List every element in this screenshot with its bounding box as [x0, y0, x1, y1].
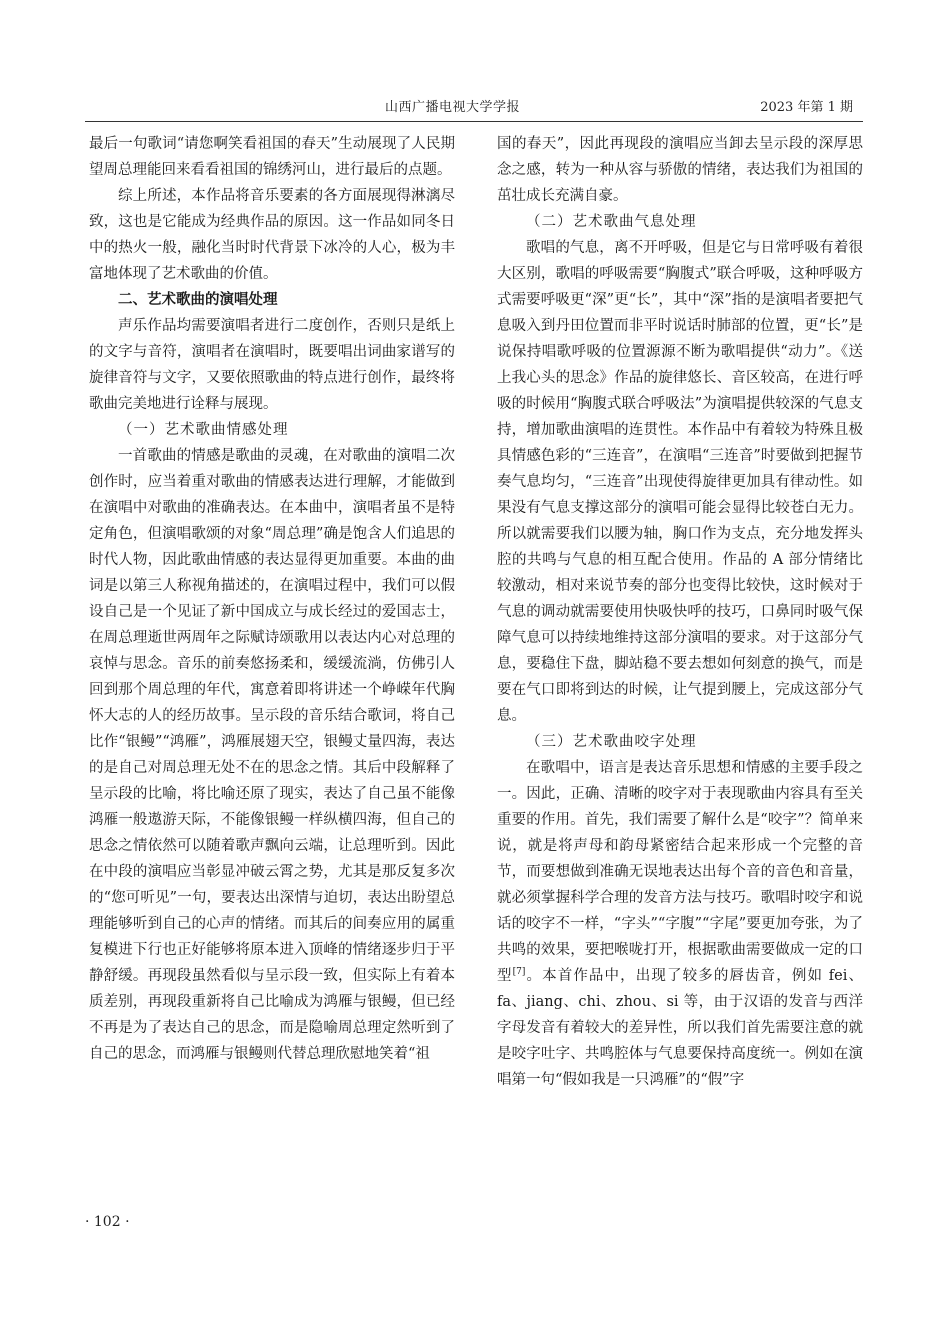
paragraph: 一首歌曲的情感是歌曲的灵魂，在对歌曲的演唱二次创作时，应当着重对歌曲的情感表达进行理解，才能做到在演唱中对歌曲的准确表达。在本曲中，演唱者虽不是特定角色，但演唱歌颂的对象“周总理”确是饱含人们追思的时代人物，因此歌曲情感的表达显得更加重要。本曲的曲词是以第三人称视角描述的，在演唱过程中，我们可以假设自己是一个见证了新中国成立与成长经过的爱国志士，在周总理逝世两周年之际赋诗颂歌用以表达内心对总理的哀悼与思念。音乐的前奏悠扬柔和，缓缓流淌，仿佛引人回到那个周总理的年代，寓意着即将讲述一个峥嵘年代胸怀大志的人的经历故事。呈示段的音乐结合歌词，将自己比作“银鳗”“鸿雁”，鸿雁展翅天空，银鳗丈量四海，表达的是自己对周总理无处不在的思念之情。其后中段解释了呈示段的比喻，将比喻还原了现实，表达了自己虽不能像鸿雁一般遨游天际，不能像银鳗一样纵横四海，但自己的思念之情依然可以随着歌声飘向云端，让总理听到。因此在中段的演唱应当彰显冲破云霄之势，尤其是那反复多次的“您可听见”一句，要表达出深情与迫切，表达出盼望总理能够听到自己的心声的情绪。而其后的间奏应用的属重复模进下行也正好能够将原本进入顶峰的情绪逐步归于平静舒缓。再现段虽然看似与呈示段一致，但实际上有着本质差别，再现段重新将自己比喻成为鸿雁与银鳗，但已经不再是为了表达自己的思念，而是隐喻周总理定然听到了自己的思念，而鸿雁与银鳗则代替总理欣慰地笑着“祖: [89, 448, 455, 1062]
paragraph-text: 在歌唱中，语言是表达音乐思想和情感的主要手段之一。因此，正确、清晰的咬字对于表现歌曲内容具有至关重要的作用。首先，我们需要了解什么是“咬字”？简单来说，就是将声母和韵母紧密结合起来形成一个完整的音节，而要想做到准确无误地表达出每个音的音色和音量，就必须掌握科学合理的发音方法与技巧。歌唱时咬字和说话的咬字不一样，“字头”“字腹”“字尾”要更加夸张，为了共鸣的效果，要把喉咙打开，根据歌曲需要做成一定的口型: [497, 760, 863, 984]
paragraph: 声乐作品均需要演唱者进行二度创作，否则只是纸上的文字与音符，演唱者在演唱时，既要唱出词曲家谱写的旋律音符与文字，又要依照歌曲的特点进行创作，最终将歌曲完美地进行诠释与展现。: [89, 318, 455, 412]
paragraph: 歌唱的气息，离不开呼吸，但是它与日常呼吸有着很大区别，歌唱的呼吸需要“胸腹式”联合呼吸，这种呼吸方式需要呼吸更“深”更“长”，其中“深”指的是演唱者要把气息吸入到丹田位置而非平时说话时肺部的位置，更“长”是说保持唱歌呼吸的位置源源不断为歌唱提供“动力”。《送上我心头的思念》作品的旋律悠长、音区较高，在进行呼吸的时候用“胸腹式联合呼吸法”为演唱提供较深的气息支持，增加歌曲演唱的连贯性。本作品中有着较为特殊且极具情感色彩的“三连音”，在演唱“三连音”时要做到把握节奏气息均匀，“三连音”出现使得旋律更加具有律动性。如果没有气息支撑这部分的演唱可能会显得比较苍白无力。所以就需要我们以腰为轴，胸口作为支点，充分地发挥头腔的共鸣与气息的相互配合使用。作品的 A 部分情绪比较激动，相对来说节奏的部分也变得比较快，这时候对于气息的调动就需要使用快吸快呼的技巧，口鼻同时吸气保障气息可以持续地维持这部分演唱的要求。对于这部分气息，要稳住下盘，脚站稳不要去想如何刻意的换气，而是要在气口即将到达的时候，让气提到腰上，完成这部分气息。: [497, 240, 863, 724]
subsection-heading: （二）艺术歌曲气息处理: [526, 214, 697, 230]
section-heading: 二、艺术歌曲的演唱处理: [118, 291, 278, 308]
paragraph: 国的春天”，因此再现段的演唱应当卸去呈示段的深厚思念之感，转为一种从容与骄傲的情绪，表达我们为祖国的茁壮成长充满自豪。: [497, 136, 863, 204]
subsection-heading: （三）艺术歌曲咬字处理: [526, 734, 697, 750]
running-header: [85, 94, 863, 118]
paragraph: 最后一句歌词“请您啊笑看祖国的春天”生动展现了人民期望周总理能回来看看祖国的锦绣河山，进行最后的点题。: [89, 136, 455, 178]
left-column: [89, 131, 455, 1067]
citation-marker: [7]: [512, 967, 526, 978]
paragraph: [497, 755, 863, 1093]
page-number: · 102 ·: [85, 1214, 130, 1230]
paragraph-text: 。本首作品中，出现了较多的唇齿音，例如 fei、fa、jiang、chi、zhou、si 等，由于汉语的发音与西洋字母发音有着较大的差异性，所以我们首先需要注意的就是咬字吐字、共鸣腔体与气息要保持高度统一。例如在演唱第一句“假如我是一只鸿雁”的“假”字: [497, 968, 864, 1088]
header-rule: [85, 121, 863, 122]
right-column: [497, 131, 863, 1093]
issue-label: 2023 年第 1 期: [760, 100, 853, 115]
subsection-heading: （一）艺术歌曲情感处理: [118, 422, 289, 438]
paragraph: 综上所述，本作品将音乐要素的各方面展现得淋漓尽致，这也是它能成为经典作品的原因。这一作品如同冬日中的热火一般，融化当时时代背景下冰冷的人心，极为丰富地体现了艺术歌曲的价值。: [89, 188, 455, 282]
journal-title: 山西广播电视大学学报: [385, 100, 521, 115]
